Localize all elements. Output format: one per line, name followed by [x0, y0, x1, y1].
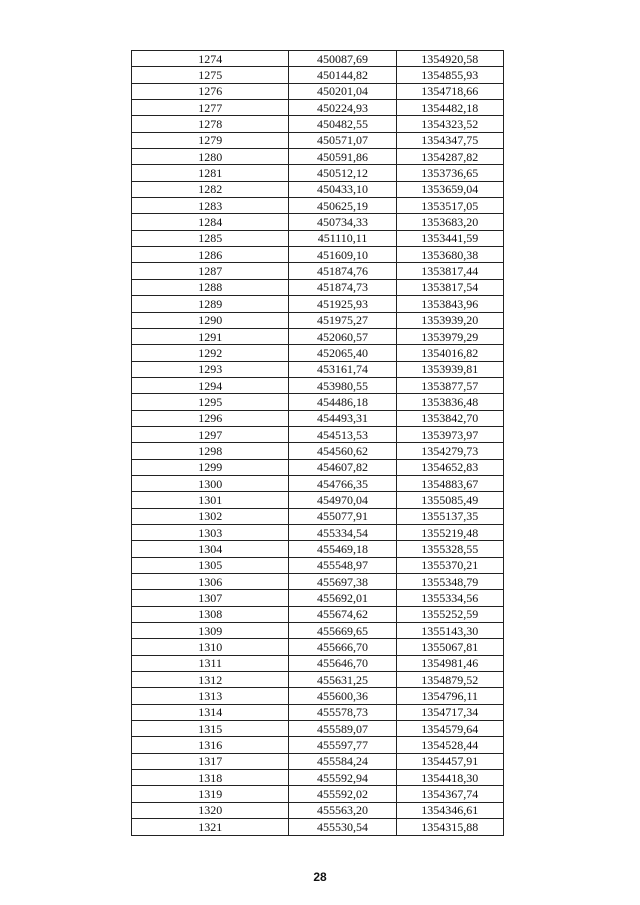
y-coordinate-cell: 1354883,67: [396, 475, 503, 491]
point-number-cell: 1306: [132, 574, 289, 590]
table-row: [132, 786, 504, 802]
point-number-cell: 1308: [132, 606, 289, 622]
y-coordinate-cell: 1354652,83: [396, 459, 503, 475]
x-coordinate-cell: 450201,04: [289, 83, 396, 99]
point-number-cell: 1312: [132, 672, 289, 688]
table-row: [132, 279, 504, 295]
y-coordinate-cell: 1353683,20: [396, 214, 503, 230]
point-number-cell: 1287: [132, 263, 289, 279]
table-row: [132, 67, 504, 83]
table-row: [132, 328, 504, 344]
x-coordinate-cell: 454493,31: [289, 410, 396, 426]
point-number-cell: 1301: [132, 492, 289, 508]
y-coordinate-cell: 1354981,46: [396, 655, 503, 671]
table-row: [132, 426, 504, 442]
y-coordinate-cell: 1353517,05: [396, 198, 503, 214]
point-number-cell: 1281: [132, 165, 289, 181]
table-row: [132, 100, 504, 116]
x-coordinate-cell: 455563,20: [289, 802, 396, 818]
table-row: [132, 345, 504, 361]
table-row: [132, 361, 504, 377]
point-number-cell: 1304: [132, 541, 289, 557]
x-coordinate-cell: 450433,10: [289, 181, 396, 197]
point-number-cell: 1315: [132, 721, 289, 737]
x-coordinate-cell: 451874,76: [289, 263, 396, 279]
point-number-cell: 1282: [132, 181, 289, 197]
point-number-cell: 1288: [132, 279, 289, 295]
x-coordinate-cell: 454970,04: [289, 492, 396, 508]
y-coordinate-cell: 1354528,44: [396, 737, 503, 753]
point-number-cell: 1320: [132, 802, 289, 818]
point-number-cell: 1293: [132, 361, 289, 377]
y-coordinate-cell: 1355348,79: [396, 574, 503, 590]
x-coordinate-cell: 454766,35: [289, 475, 396, 491]
table-row: [132, 116, 504, 132]
point-number-cell: 1296: [132, 410, 289, 426]
x-coordinate-cell: 452060,57: [289, 328, 396, 344]
y-coordinate-cell: 1354796,11: [396, 688, 503, 704]
point-number-cell: 1292: [132, 345, 289, 361]
x-coordinate-cell: 455578,73: [289, 704, 396, 720]
x-coordinate-cell: 454607,82: [289, 459, 396, 475]
x-coordinate-cell: 455697,38: [289, 574, 396, 590]
table-row: [132, 165, 504, 181]
y-coordinate-cell: 1354016,82: [396, 345, 503, 361]
table-row: [132, 132, 504, 148]
table-row: [132, 655, 504, 671]
y-coordinate-cell: 1354347,75: [396, 132, 503, 148]
table-row: [132, 524, 504, 540]
table-row: [132, 541, 504, 557]
y-coordinate-cell: 1354855,93: [396, 67, 503, 83]
point-number-cell: 1295: [132, 394, 289, 410]
table-row: [132, 263, 504, 279]
point-number-cell: 1311: [132, 655, 289, 671]
table-row: [132, 802, 504, 818]
y-coordinate-cell: 1354579,64: [396, 721, 503, 737]
x-coordinate-cell: 450625,19: [289, 198, 396, 214]
table-row: [132, 819, 504, 835]
y-coordinate-cell: 1354367,74: [396, 786, 503, 802]
point-number-cell: 1303: [132, 524, 289, 540]
y-coordinate-cell: 1355137,35: [396, 508, 503, 524]
x-coordinate-cell: 450591,86: [289, 149, 396, 165]
x-coordinate-cell: 455592,02: [289, 786, 396, 802]
point-number-cell: 1314: [132, 704, 289, 720]
y-coordinate-cell: 1354717,34: [396, 704, 503, 720]
x-coordinate-cell: 450087,69: [289, 51, 396, 67]
y-coordinate-cell: 1355370,21: [396, 557, 503, 573]
y-coordinate-cell: 1354323,52: [396, 116, 503, 132]
x-coordinate-cell: 455600,36: [289, 688, 396, 704]
table-row: [132, 623, 504, 639]
y-coordinate-cell: 1353939,20: [396, 312, 503, 328]
point-number-cell: 1284: [132, 214, 289, 230]
x-coordinate-cell: 453980,55: [289, 377, 396, 393]
y-coordinate-cell: 1355219,48: [396, 524, 503, 540]
table-row: [132, 590, 504, 606]
point-number-cell: 1310: [132, 639, 289, 655]
y-coordinate-cell: 1353736,65: [396, 165, 503, 181]
table-row: [132, 83, 504, 99]
x-coordinate-cell: 451874,73: [289, 279, 396, 295]
point-number-cell: 1274: [132, 51, 289, 67]
x-coordinate-cell: 451975,27: [289, 312, 396, 328]
x-coordinate-cell: 455584,24: [289, 753, 396, 769]
table-row: [132, 51, 504, 67]
y-coordinate-cell: 1354315,88: [396, 819, 503, 835]
table-row: [132, 492, 504, 508]
x-coordinate-cell: 455666,70: [289, 639, 396, 655]
point-number-cell: 1291: [132, 328, 289, 344]
table-row: [132, 230, 504, 246]
table-row: [132, 181, 504, 197]
y-coordinate-cell: 1353842,70: [396, 410, 503, 426]
point-number-cell: 1305: [132, 557, 289, 573]
x-coordinate-cell: 450144,82: [289, 67, 396, 83]
table-row: [132, 247, 504, 263]
x-coordinate-cell: 454486,18: [289, 394, 396, 410]
y-coordinate-cell: 1355328,55: [396, 541, 503, 557]
x-coordinate-cell: 455548,97: [289, 557, 396, 573]
table-row: [132, 296, 504, 312]
x-coordinate-cell: 455334,54: [289, 524, 396, 540]
x-coordinate-cell: 453161,74: [289, 361, 396, 377]
x-coordinate-cell: 451110,11: [289, 230, 396, 246]
point-number-cell: 1321: [132, 819, 289, 835]
y-coordinate-cell: 1354287,82: [396, 149, 503, 165]
y-coordinate-cell: 1354418,30: [396, 770, 503, 786]
point-number-cell: 1279: [132, 132, 289, 148]
y-coordinate-cell: 1355067,81: [396, 639, 503, 655]
point-number-cell: 1298: [132, 443, 289, 459]
x-coordinate-cell: 451609,10: [289, 247, 396, 263]
y-coordinate-cell: 1353939,81: [396, 361, 503, 377]
table-row: [132, 737, 504, 753]
table-row: [132, 574, 504, 590]
coordinates-table-body: [132, 51, 504, 836]
point-number-cell: 1285: [132, 230, 289, 246]
table-row: [132, 149, 504, 165]
point-number-cell: 1277: [132, 100, 289, 116]
table-row: [132, 704, 504, 720]
x-coordinate-cell: 452065,40: [289, 345, 396, 361]
y-coordinate-cell: 1354346,61: [396, 802, 503, 818]
point-number-cell: 1302: [132, 508, 289, 524]
y-coordinate-cell: 1353817,44: [396, 263, 503, 279]
point-number-cell: 1319: [132, 786, 289, 802]
y-coordinate-cell: 1353441,59: [396, 230, 503, 246]
table-row: [132, 410, 504, 426]
table-row: [132, 394, 504, 410]
x-coordinate-cell: 455589,07: [289, 721, 396, 737]
x-coordinate-cell: 455692,01: [289, 590, 396, 606]
x-coordinate-cell: 450224,93: [289, 100, 396, 116]
x-coordinate-cell: 451925,93: [289, 296, 396, 312]
table-row: [132, 377, 504, 393]
table-row: [132, 753, 504, 769]
point-number-cell: 1283: [132, 198, 289, 214]
point-number-cell: 1316: [132, 737, 289, 753]
y-coordinate-cell: 1354279,73: [396, 443, 503, 459]
y-coordinate-cell: 1355252,59: [396, 606, 503, 622]
point-number-cell: 1294: [132, 377, 289, 393]
coordinates-table: [131, 50, 504, 836]
y-coordinate-cell: 1353836,48: [396, 394, 503, 410]
page-number: 28: [313, 870, 327, 884]
table-row: [132, 312, 504, 328]
table-row: [132, 688, 504, 704]
x-coordinate-cell: 455592,94: [289, 770, 396, 786]
table-row: [132, 721, 504, 737]
table-row: [132, 459, 504, 475]
point-number-cell: 1290: [132, 312, 289, 328]
point-number-cell: 1286: [132, 247, 289, 263]
point-number-cell: 1276: [132, 83, 289, 99]
x-coordinate-cell: 454513,53: [289, 426, 396, 442]
table-row: [132, 214, 504, 230]
table-row: [132, 508, 504, 524]
y-coordinate-cell: 1353659,04: [396, 181, 503, 197]
y-coordinate-cell: 1354718,66: [396, 83, 503, 99]
point-number-cell: 1280: [132, 149, 289, 165]
y-coordinate-cell: 1355085,49: [396, 492, 503, 508]
x-coordinate-cell: 455469,18: [289, 541, 396, 557]
table-row: [132, 443, 504, 459]
point-number-cell: 1297: [132, 426, 289, 442]
point-number-cell: 1307: [132, 590, 289, 606]
y-coordinate-cell: 1354879,52: [396, 672, 503, 688]
point-number-cell: 1313: [132, 688, 289, 704]
x-coordinate-cell: 450482,55: [289, 116, 396, 132]
y-coordinate-cell: 1353817,54: [396, 279, 503, 295]
y-coordinate-cell: 1353979,29: [396, 328, 503, 344]
point-number-cell: 1309: [132, 623, 289, 639]
table-row: [132, 475, 504, 491]
table-row: [132, 606, 504, 622]
y-coordinate-cell: 1353680,38: [396, 247, 503, 263]
y-coordinate-cell: 1355143,30: [396, 623, 503, 639]
y-coordinate-cell: 1353973,97: [396, 426, 503, 442]
table-row: [132, 198, 504, 214]
y-coordinate-cell: 1354457,91: [396, 753, 503, 769]
point-number-cell: 1318: [132, 770, 289, 786]
point-number-cell: 1275: [132, 67, 289, 83]
point-number-cell: 1289: [132, 296, 289, 312]
table-row: [132, 639, 504, 655]
x-coordinate-cell: 450571,07: [289, 132, 396, 148]
x-coordinate-cell: 454560,62: [289, 443, 396, 459]
table-row: [132, 557, 504, 573]
table-row: [132, 770, 504, 786]
x-coordinate-cell: 455530,54: [289, 819, 396, 835]
y-coordinate-cell: 1353877,57: [396, 377, 503, 393]
table-row: [132, 672, 504, 688]
x-coordinate-cell: 455631,25: [289, 672, 396, 688]
y-coordinate-cell: 1354920,58: [396, 51, 503, 67]
y-coordinate-cell: 1353843,96: [396, 296, 503, 312]
x-coordinate-cell: 455597,77: [289, 737, 396, 753]
y-coordinate-cell: 1355334,56: [396, 590, 503, 606]
x-coordinate-cell: 450512,12: [289, 165, 396, 181]
point-number-cell: 1300: [132, 475, 289, 491]
y-coordinate-cell: 1354482,18: [396, 100, 503, 116]
point-number-cell: 1299: [132, 459, 289, 475]
x-coordinate-cell: 455669,65: [289, 623, 396, 639]
x-coordinate-cell: 455077,91: [289, 508, 396, 524]
point-number-cell: 1278: [132, 116, 289, 132]
x-coordinate-cell: 450734,33: [289, 214, 396, 230]
x-coordinate-cell: 455674,62: [289, 606, 396, 622]
point-number-cell: 1317: [132, 753, 289, 769]
x-coordinate-cell: 455646,70: [289, 655, 396, 671]
